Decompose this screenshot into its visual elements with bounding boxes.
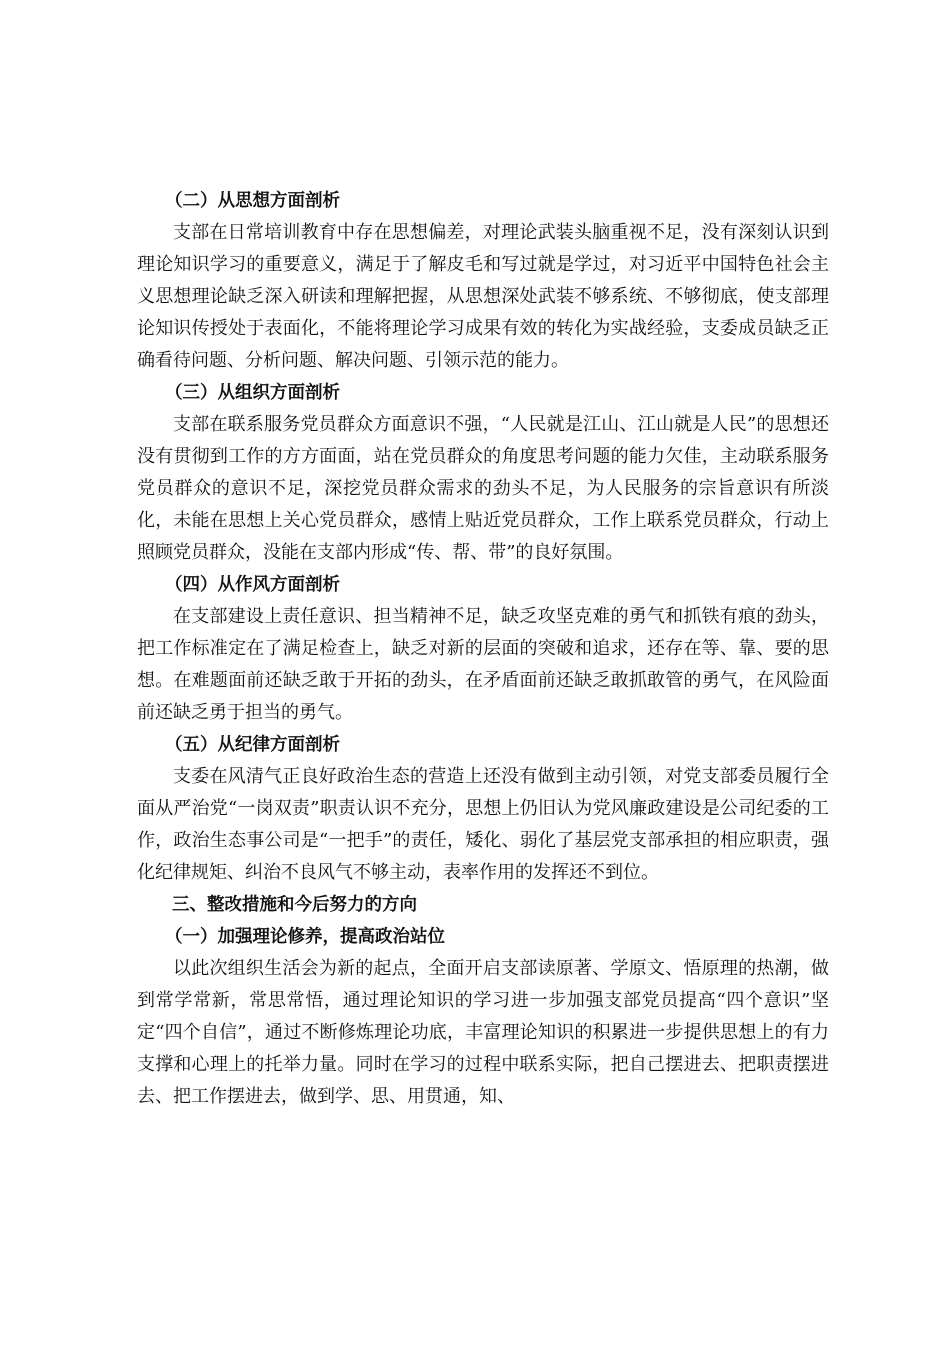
section-body-organization: 支部在联系服务党员群众方面意识不强，“人民就是江山、江山就是人民”的思想还没有贯彻到工作的方方面面，站在党员群众的角度思考问题的能力欠佳，主动联系服务党员群众的意识不足，深挖党员群众需求的劲头不足，为人民服务的宗旨意识有所淡化，未能在思想上关心党员群众，感情上贴近党员群众，工作上联系党员群众，行动上照顾党员群众，没能在支部内形成“传、帮、带”的良好氛围。 xyxy=(137,414,829,563)
section-body-discipline: 支委在风清气正良好政治生态的营造上还没有做到主动引领，对党支部委员履行全面从严治党“一岗双责”职责认识不充分，思想上仍旧认为党风廉政建设是公司纪委的工作，政治生态事公司是“一把手”的责任，矮化、弱化了基层党支部承担的相应职责，强化纪律规矩、纠治不良风气不够主动，表率作用的发挥还不到位。 xyxy=(137,766,829,883)
section-heading-style: （四）从作风方面剖析 xyxy=(165,575,340,595)
part-three-body: 以此次组织生活会为新的起点，全面开启支部读原著、学原文、悟原理的热潮，做到常学常新，常思常悟，通过理论知识的学习进一步加强支部党员提高“四个意识”坚定“四个自信”，通过不断修炼理论功底，丰富理论知识的积累进一步提供思想上的有力支撑和心理上的托举力量。同时在学习的过程中联系实际，把自己摆进去、把职责摆进去、把工作摆进去，做到学、思、用贯通，知、 xyxy=(137,958,829,1107)
section-body-ideology: 支部在日常培训教育中存在思想偏差，对理论武装头脑重视不足，没有深刻认识到理论知识学习的重要意义，满足于了解皮毛和写过就是学过，对习近平中国特色社会主义思想理论缺乏深入研读和理解把握，从思想深处武装不够系统、不够彻底，使支部理论知识传授处于表面化，不能将理论学习成果有效的转化为实战经验，支委成员缺乏正确看待问题、分析问题、解决问题、引领示范的能力。 xyxy=(137,222,829,371)
document-body xyxy=(137,185,829,1113)
part-three-subheading: （一）加强理论修养，提高政治站位 xyxy=(165,927,445,947)
section-heading-ideology: （二）从思想方面剖析 xyxy=(165,191,340,211)
section-body-style: 在支部建设上责任意识、担当精神不足，缺乏攻坚克难的勇气和抓铁有痕的劲头，把工作标准定在了满足检查上，缺乏对新的层面的突破和追求，还存在等、靠、要的思想。在难题面前还缺乏敢于开拓的劲头，在矛盾面前还缺乏敢抓敢管的勇气，在风险面前还缺乏勇于担当的勇气。 xyxy=(137,606,829,723)
section-heading-discipline: （五）从纪律方面剖析 xyxy=(165,735,340,755)
part-three-heading: 三、整改措施和今后努力的方向 xyxy=(172,895,417,915)
section-heading-organization: （三）从组织方面剖析 xyxy=(165,383,340,403)
